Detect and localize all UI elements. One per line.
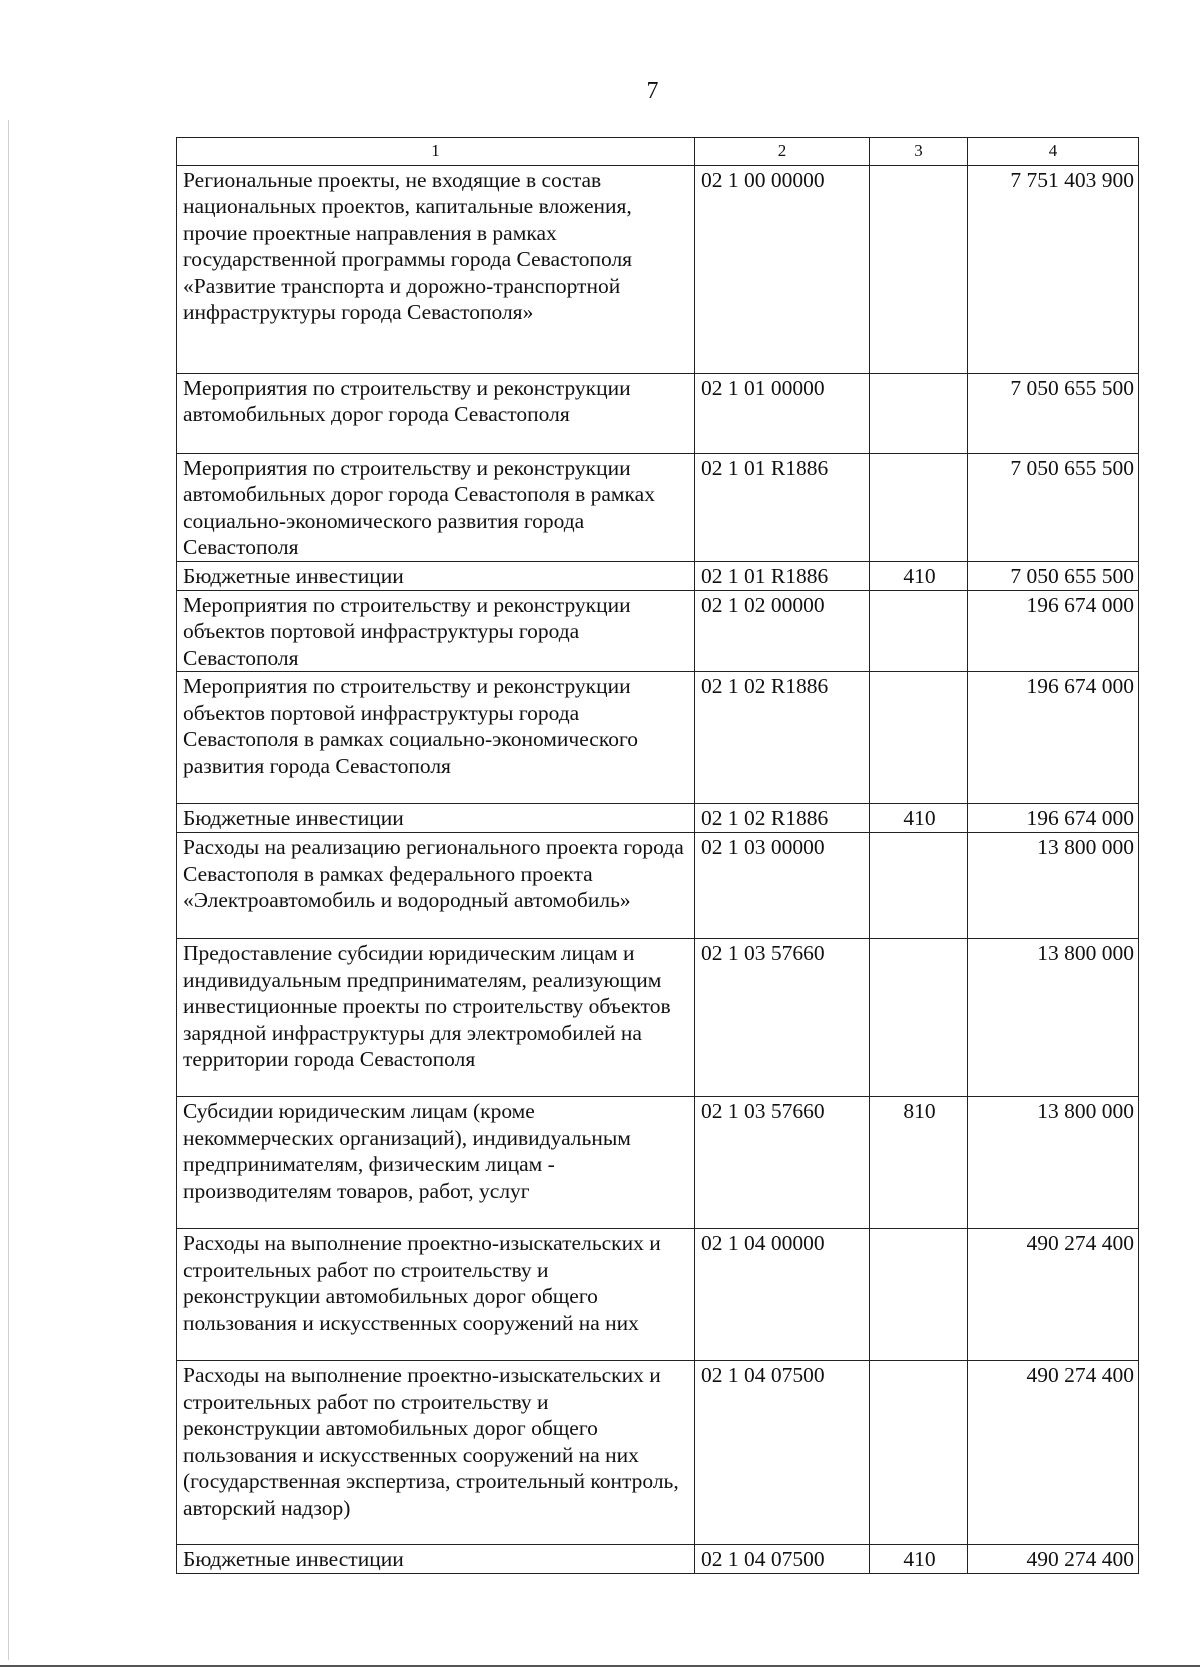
header-row [177,138,1139,166]
row-amount: 7 751 403 900 [968,165,1139,373]
row-name: Бюджетные инвестиции [177,804,695,833]
scan-edge-bottom [0,1665,1200,1667]
row-expense-type: 410 [870,804,968,833]
row-code: 02 1 02 00000 [695,590,870,672]
page-number: 7 [646,78,659,104]
row-code: 02 1 02 R1886 [695,804,870,833]
row-expense-type [870,1361,968,1545]
table-row [177,672,1139,804]
row-name: Расходы на реализацию регионального проекта города Севастополя в рамках федерального проекта «Электроавтомобиль и водородный автомобиль» [177,833,695,939]
row-expense-type [870,672,968,804]
row-code: 02 1 01 R1886 [695,453,870,561]
table-row [177,804,1139,833]
row-code: 02 1 02 R1886 [695,672,870,804]
row-amount: 196 674 000 [968,672,1139,804]
row-amount: 13 800 000 [968,939,1139,1097]
row-amount: 7 050 655 500 [968,373,1139,453]
row-expense-type: 410 [870,561,968,590]
row-name: Региональные проекты, не входящие в состав национальных проектов, капитальные вложения, прочие проектные направления в рамках государственной программы города Севастополя «Развитие транспорта и дорожно-транспортной инфраструктуры города Севастополя» [177,165,695,373]
row-name: Субсидии юридическим лицам (кроме некоммерческих организаций), индивидуальным предпринимателям, физическим лицам - производителям товаров, работ, услуг [177,1097,695,1229]
table-row [177,453,1139,561]
row-expense-type: 410 [870,1545,968,1574]
row-name: Мероприятия по строительству и реконструкции объектов портовой инфраструктуры города Севастополя в рамках социально-экономического развития города Севастополя [177,672,695,804]
row-name: Бюджетные инвестиции [177,1545,695,1574]
row-name: Расходы на выполнение проектно-изыскательских и строительных работ по строительству и реконструкции автомобильных дорог общего пользования и искусственных сооружений на них (государственная экспертиза, строительный контроль, авторский надзор) [177,1361,695,1545]
budget-table [176,137,1139,1574]
row-expense-type: 810 [870,1097,968,1229]
row-name: Мероприятия по строительству и реконструкции объектов портовой инфраструктуры города Севастополя [177,590,695,672]
row-expense-type [870,590,968,672]
row-code: 02 1 01 00000 [695,373,870,453]
table-row [177,590,1139,672]
row-expense-type [870,939,968,1097]
table-row [177,1097,1139,1229]
column-header-2: 2 [695,138,870,166]
row-code: 02 1 04 07500 [695,1361,870,1545]
column-header-1: 1 [177,138,695,166]
table-row [177,561,1139,590]
row-code: 02 1 04 00000 [695,1229,870,1361]
row-code: 02 1 00 00000 [695,165,870,373]
row-amount: 196 674 000 [968,590,1139,672]
row-expense-type [870,373,968,453]
column-header-4: 4 [968,138,1139,166]
table-row [177,165,1139,373]
row-expense-type [870,833,968,939]
row-expense-type [870,1229,968,1361]
scan-edge-left [8,120,9,1660]
row-name: Мероприятия по строительству и реконструкции автомобильных дорог города Севастополя в рамках социально-экономического развития города Севастополя [177,453,695,561]
row-amount: 13 800 000 [968,833,1139,939]
row-name: Предоставление субсидии юридическим лицам и индивидуальным предпринимателям, реализующим инвестиционные проекты по строительству объектов зарядной инфраструктуры для электромобилей на территории города Севастополя [177,939,695,1097]
row-expense-type [870,165,968,373]
row-name: Расходы на выполнение проектно-изыскательских и строительных работ по строительству и реконструкции автомобильных дорог общего пользования и искусственных сооружений на них [177,1229,695,1361]
table-row [177,1361,1139,1545]
row-amount: 490 274 400 [968,1545,1139,1574]
table-row [177,833,1139,939]
table-row [177,939,1139,1097]
table-row [177,1229,1139,1361]
column-header-3: 3 [870,138,968,166]
row-name: Бюджетные инвестиции [177,561,695,590]
row-code: 02 1 03 57660 [695,939,870,1097]
row-amount: 490 274 400 [968,1361,1139,1545]
row-amount: 196 674 000 [968,804,1139,833]
row-name: Мероприятия по строительству и реконструкции автомобильных дорог города Севастополя [177,373,695,453]
row-code: 02 1 03 57660 [695,1097,870,1229]
row-code: 02 1 03 00000 [695,833,870,939]
table-row [177,373,1139,453]
row-amount: 490 274 400 [968,1229,1139,1361]
table-row [177,1545,1139,1574]
row-amount: 7 050 655 500 [968,453,1139,561]
row-amount: 13 800 000 [968,1097,1139,1229]
row-amount: 7 050 655 500 [968,561,1139,590]
row-expense-type [870,453,968,561]
row-code: 02 1 04 07500 [695,1545,870,1574]
row-code: 02 1 01 R1886 [695,561,870,590]
